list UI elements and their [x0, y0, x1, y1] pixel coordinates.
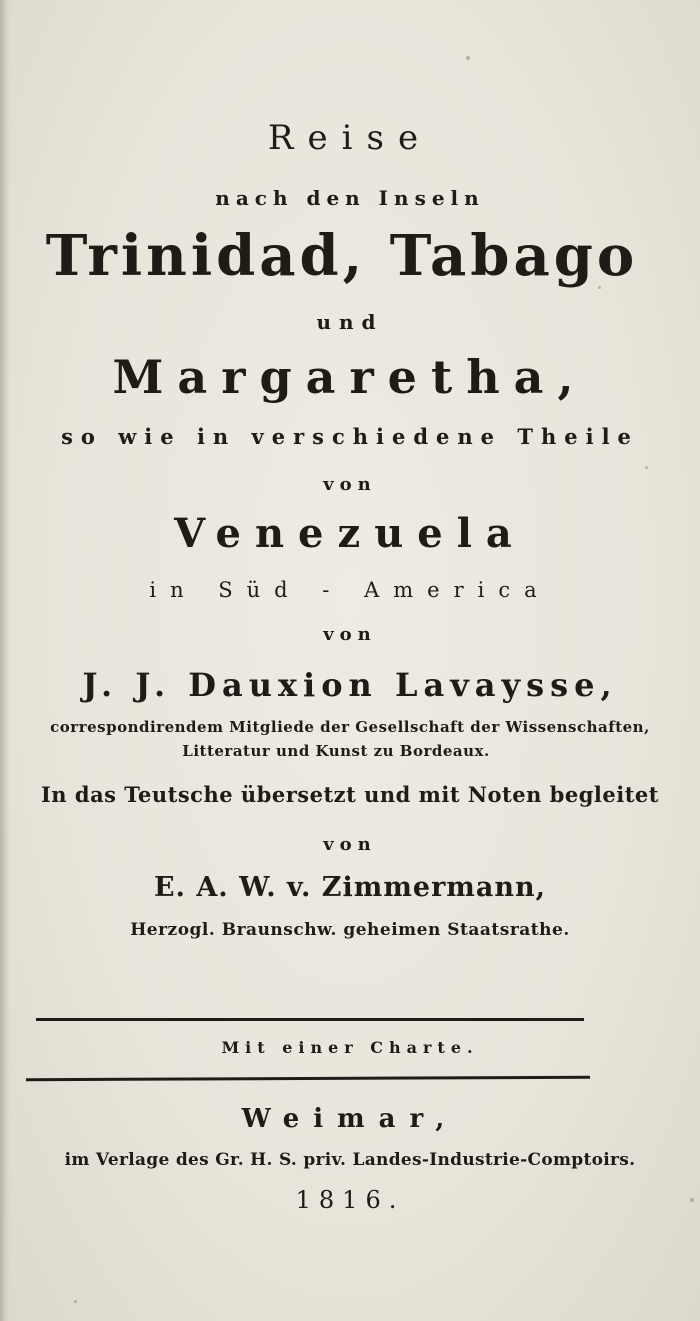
- text-von-1: von: [323, 474, 377, 495]
- translation-note: In das Teutsche übersetzt und mit Noten begleitet: [40, 782, 659, 807]
- title-margaretha: Margaretha,: [112, 350, 588, 404]
- author-affiliation-2: Litteratur und Kunst zu Bordeaux.: [182, 742, 490, 760]
- publication-city: Weimar,: [241, 1104, 459, 1134]
- title-reise: Reise: [267, 118, 433, 158]
- text-und: und: [316, 310, 384, 334]
- subtitle-nach-den-inseln: nach den Inseln: [215, 186, 485, 210]
- title-venezuela: Venezuela: [174, 510, 526, 557]
- subtitle-verschiedene-theile: so wie in verschiedene Theile: [61, 424, 639, 449]
- author-name: J. J. Dauxion Lavaysse,: [82, 666, 618, 704]
- paper-speck: [74, 1300, 77, 1303]
- map-note: Mit einer Charte.: [221, 1038, 479, 1057]
- translator-name: E. A. W. v. Zimmermann,: [153, 872, 547, 903]
- translator-title: Herzogl. Braunschw. geheimen Staatsrathe.: [130, 920, 570, 940]
- author-affiliation-1: correspondirendem Mitgliede der Gesellschaft der Wissenschaften,: [50, 718, 650, 736]
- publisher: im Verlage des Gr. H. S. priv. Landes-Industrie-Comptoirs.: [64, 1150, 636, 1170]
- divider-rule-bottom: [26, 1076, 590, 1081]
- title-trinidad-tabago: Trinidad, Tabago: [45, 223, 639, 289]
- text-von-2: von: [323, 624, 377, 645]
- subtitle-sued-america: in Süd - America: [149, 578, 551, 602]
- paper-speck: [466, 56, 470, 60]
- paper-speck: [645, 466, 648, 469]
- divider-rule-top: [36, 1018, 584, 1021]
- text-von-3: von: [323, 834, 377, 855]
- publication-year: 1816.: [295, 1186, 405, 1214]
